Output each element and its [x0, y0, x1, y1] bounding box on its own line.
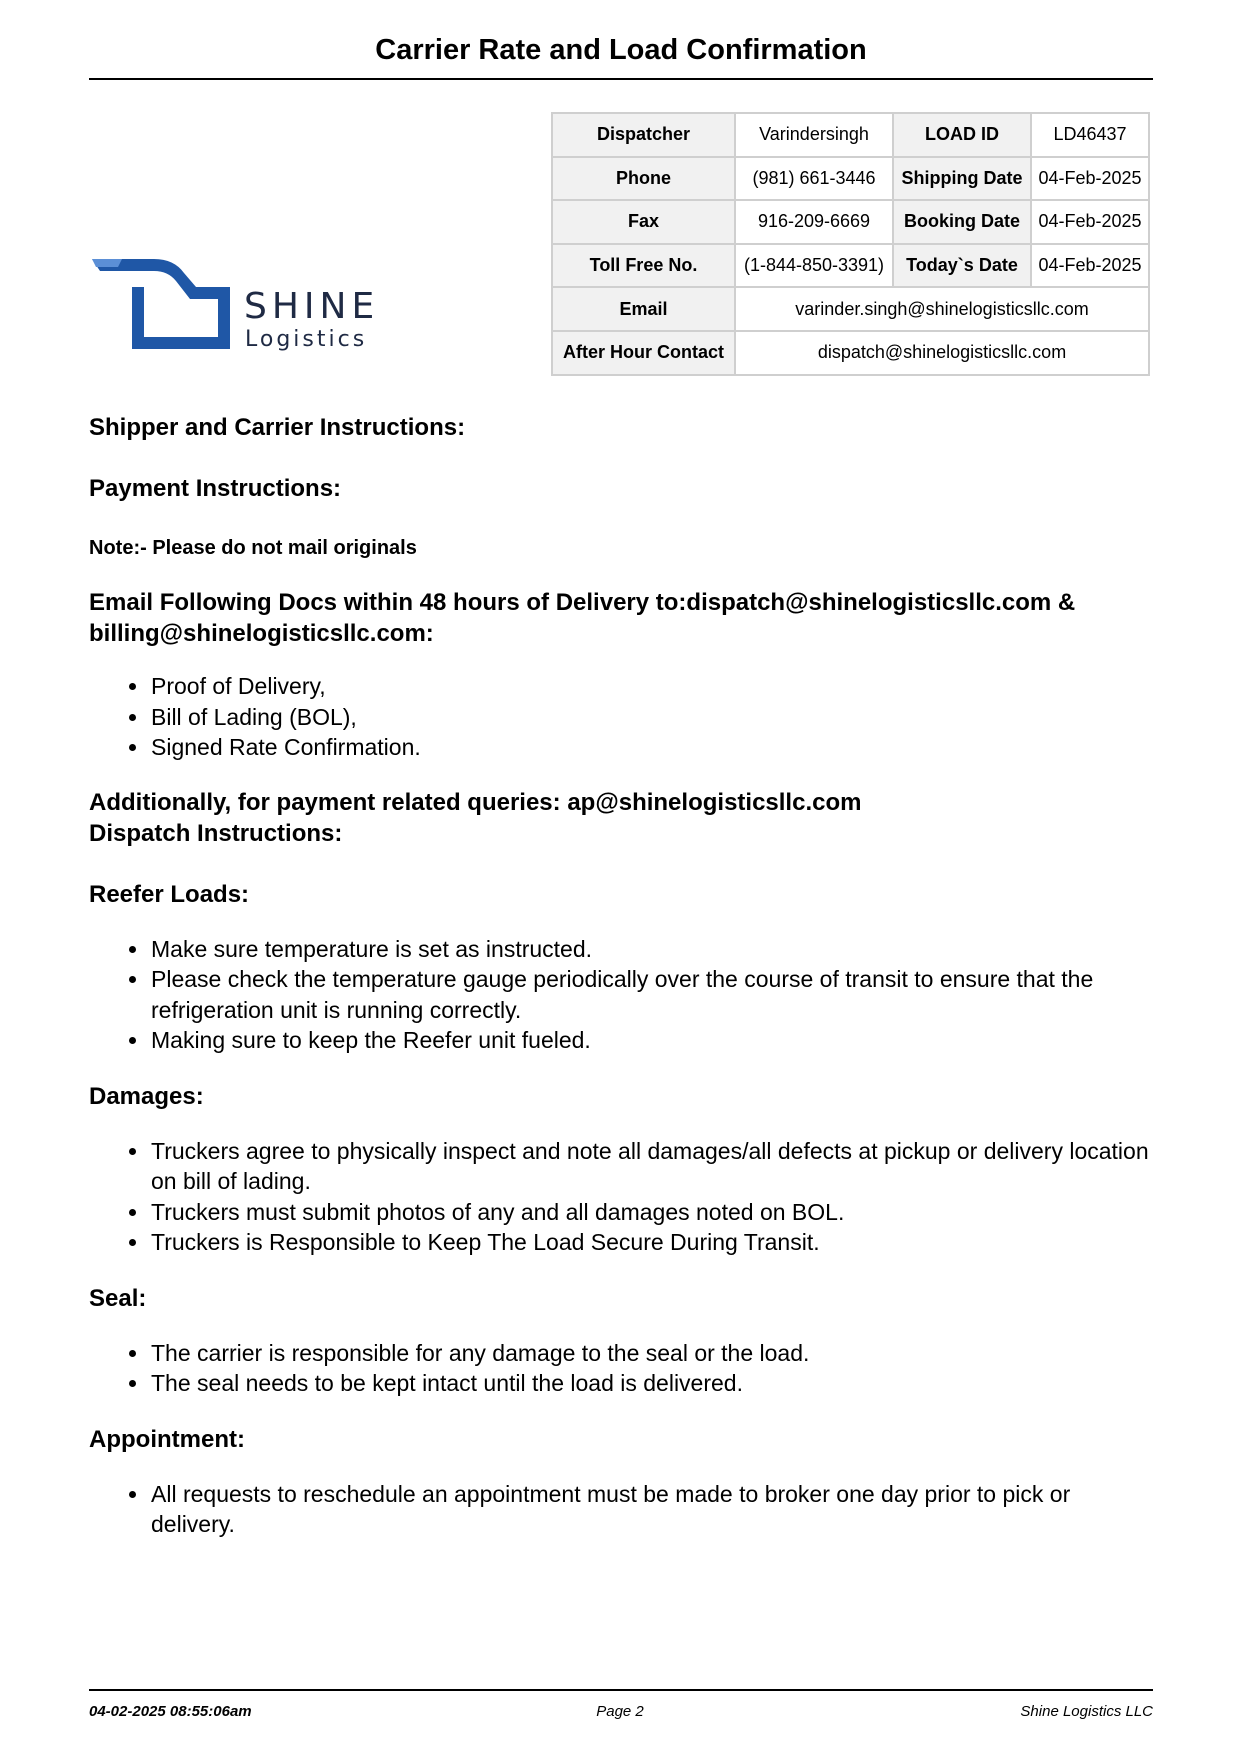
booking-date-label: Booking Date [893, 200, 1031, 244]
toll-free-label: Toll Free No. [552, 244, 735, 288]
shipping-date-value: 04-Feb-2025 [1031, 157, 1149, 201]
table-row [552, 200, 1149, 244]
payment-heading: Payment Instructions: [89, 475, 342, 502]
page-title: Carrier Rate and Load Confirmation [375, 34, 867, 66]
footer-company: Shine Logistics LLC [1020, 1703, 1153, 1720]
list-item: Truckers is Responsible to Keep The Load Secure During Transit. [151, 1227, 1153, 1258]
email-label: Email [552, 287, 735, 331]
todays-date-label: Today`s Date [893, 244, 1031, 288]
list-item: Making sure to keep the Reefer unit fueled. [151, 1025, 1153, 1056]
phone-label: Phone [552, 157, 735, 201]
shine-logistics-logo [92, 257, 382, 357]
footer-divider [89, 1689, 1153, 1691]
list-item: The seal needs to be kept intact until the load is delivered. [151, 1368, 1153, 1399]
shipping-date-label: Shipping Date [893, 157, 1031, 201]
list-item: Truckers must submit photos of any and all damages noted on BOL. [151, 1197, 1153, 1228]
list-item: Truckers agree to physically inspect and note all damages/all defects at pickup or delivery location on bill of lading. [151, 1136, 1153, 1197]
list-item: Signed Rate Confirmation. [151, 732, 1153, 763]
phone-value: (981) 661-3446 [735, 157, 893, 201]
fax-label: Fax [552, 200, 735, 244]
list-item: Please check the temperature gauge periodically over the course of transit to ensure that the refrigeration unit is running correctly. [151, 964, 1153, 1025]
list-item: All requests to reschedule an appointment must be made to broker one day prior to pick or delivery. [151, 1479, 1153, 1540]
after-hour-label: After Hour Contact [552, 331, 735, 375]
damages-heading: Damages: [89, 1082, 204, 1110]
load-info-table [551, 112, 1150, 376]
table-row [552, 331, 1149, 375]
dispatch-heading: Dispatch Instructions: [89, 819, 343, 847]
payment-queries-text: Additionally, for payment related queries: ap@shinelogisticsllc.com [89, 788, 862, 816]
reefer-heading: Reefer Loads: [89, 880, 250, 908]
list-item: Bill of Lading (BOL), [151, 702, 1153, 733]
docs-list [151, 671, 1153, 763]
reefer-list [151, 934, 1153, 1056]
table-row [552, 113, 1149, 157]
logo-subword: Logistics [245, 327, 368, 352]
note-text: Note:- Please do not mail originals [89, 537, 417, 559]
after-hour-value: dispatch@shinelogisticsllc.com [735, 331, 1149, 375]
fax-value: 916-209-6669 [735, 200, 893, 244]
instructions-content [89, 412, 1153, 1540]
title-divider [89, 78, 1153, 80]
seal-list [151, 1338, 1153, 1399]
email-docs-heading: Email Following Docs within 48 hours of Delivery to:dispatch@shinelogisticsllc.com & billing@shinelogisticsllc.com: [89, 589, 1076, 647]
booking-date-value: 04-Feb-2025 [1031, 200, 1149, 244]
appointment-list [151, 1479, 1153, 1540]
list-item: The carrier is responsible for any damage to the seal or the load. [151, 1338, 1153, 1369]
email-value: varinder.singh@shinelogisticsllc.com [735, 287, 1149, 331]
todays-date-value: 04-Feb-2025 [1031, 244, 1149, 288]
table-row [552, 287, 1149, 331]
load-id-value: LD46437 [1031, 113, 1149, 157]
seal-heading: Seal: [89, 1284, 147, 1312]
footer-timestamp: 04-02-2025 08:55:06am [89, 1703, 252, 1720]
shipper-carrier-heading: Shipper and Carrier Instructions: [89, 414, 466, 441]
list-item: Proof of Delivery, [151, 671, 1153, 702]
logo-word: SHINE [244, 286, 380, 327]
table-row [552, 244, 1149, 288]
table-row [552, 157, 1149, 201]
appointment-heading: Appointment: [89, 1425, 245, 1453]
list-item: Make sure temperature is set as instructed. [151, 934, 1153, 965]
dispatcher-value: Varindersingh [735, 113, 893, 157]
damages-list [151, 1136, 1153, 1258]
dispatcher-label: Dispatcher [552, 113, 735, 157]
toll-free-value: (1-844-850-3391) [735, 244, 893, 288]
load-id-label: LOAD ID [893, 113, 1031, 157]
footer-page-number: Page 2 [596, 1703, 644, 1720]
